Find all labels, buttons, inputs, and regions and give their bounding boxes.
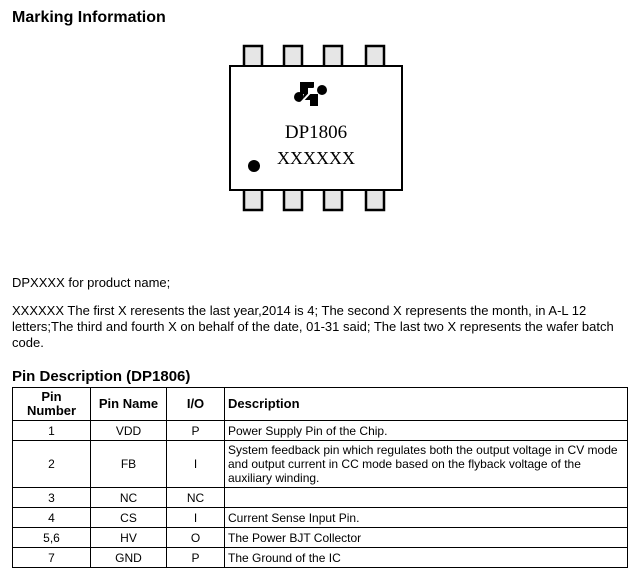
pin-io-cell: P	[167, 548, 225, 568]
pin-description-cell: The Power BJT Collector	[225, 528, 628, 548]
chip-part-number: DP1806	[284, 122, 348, 143]
pin-io-cell: P	[167, 421, 225, 441]
chip-package	[226, 42, 406, 214]
pin-description-cell: Power Supply Pin of the Chip.	[225, 421, 628, 441]
pin1-indicator-dot	[248, 160, 260, 172]
table-header-row	[13, 388, 628, 421]
pin-description-cell: System feedback pin which regulates both the output voltage in CV mode and output current in CC mode based on the flyback voltage of the auxiliary winding.	[225, 441, 628, 488]
table-row	[13, 441, 628, 488]
pin-description-cell	[225, 488, 628, 508]
pin-io-cell: I	[167, 508, 225, 528]
pin-number-cell: 7	[13, 548, 91, 568]
pin-description-cell: Current Sense Input Pin.	[225, 508, 628, 528]
pin-name-cell: NC	[91, 488, 167, 508]
product-name-note: DPXXXX for product name;	[12, 275, 171, 290]
chip-diagram	[226, 42, 406, 214]
pin-number-cell: 3	[13, 488, 91, 508]
header-pin-number: Pin Number	[13, 388, 91, 421]
table-row	[13, 488, 628, 508]
date-code-note: XXXXXX The first X reresents the last year,2014 is 4; The second X represents the month, in A-L 12 letters;The third and fourth X on behalf of the date, 01-31 said; The last two X represents the wafer batch code.	[12, 303, 614, 350]
pin-name-cell: CS	[91, 508, 167, 528]
pin-description-table	[12, 387, 628, 568]
pin-io-cell: I	[167, 441, 225, 488]
pin-number-cell: 2	[13, 441, 91, 488]
pin-io-cell: NC	[167, 488, 225, 508]
table-row	[13, 548, 628, 568]
chip-date-code: XXXXXX	[277, 148, 355, 168]
header-io: I/O	[167, 388, 225, 421]
header-description: Description	[225, 388, 628, 421]
header-pin-name: Pin Name	[91, 388, 167, 421]
pin-description-cell: The Ground of the IC	[225, 548, 628, 568]
pin-description-title: Pin Description (DP1806)	[12, 368, 191, 385]
pin-number-cell: 1	[13, 421, 91, 441]
pin-number-cell: 5,6	[13, 528, 91, 548]
pin-number-cell: 4	[13, 508, 91, 528]
table-row	[13, 508, 628, 528]
pin-name-cell: HV	[91, 528, 167, 548]
table-row	[13, 528, 628, 548]
pin-io-cell: O	[167, 528, 225, 548]
pin-name-cell: GND	[91, 548, 167, 568]
pin-name-cell: FB	[91, 441, 167, 488]
pin-name-cell: VDD	[91, 421, 167, 441]
marking-title: Marking Information	[12, 9, 166, 26]
table-row	[13, 421, 628, 441]
